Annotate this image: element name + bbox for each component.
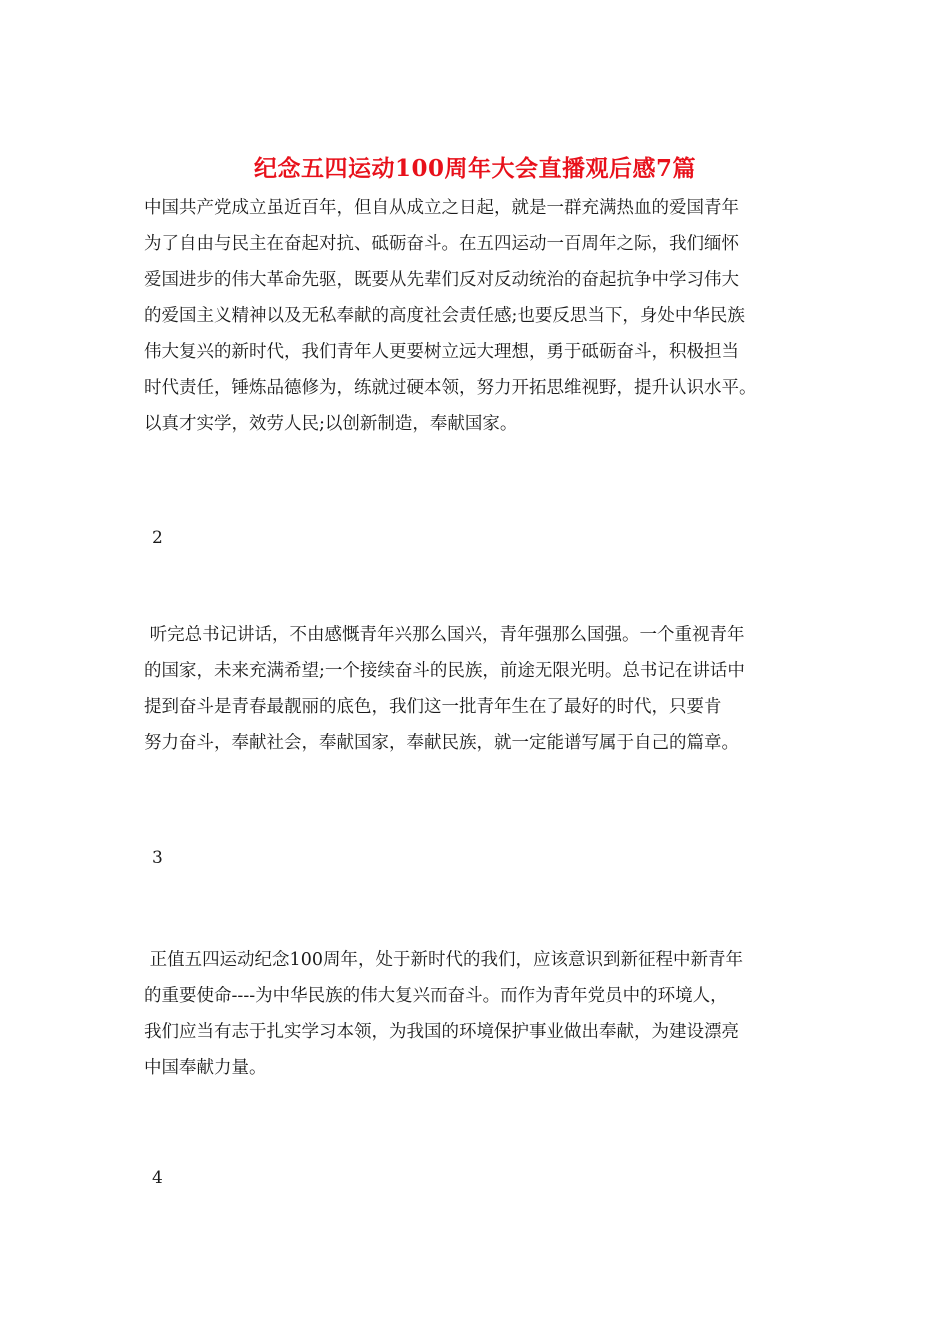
paragraph-line: 伟大复兴的新时代，我们青年人更要树立远大理想，勇于砥砺奋斗，积极担当 [144, 342, 739, 362]
paragraph-line: 的重要使命----为中华民族的伟大复兴而奋斗。而作为青年党员中的环境人， [144, 986, 728, 1006]
paragraph-line: 努力奋斗，奉献社会，奉献国家，奉献民族，就一定能谱写属于自己的篇章。 [144, 733, 739, 753]
paragraph-line: 的爱国主义精神以及无私奉献的高度社会责任感;也要反思当下，身处中华民族 [144, 306, 745, 326]
paragraph-line: 中国共产党成立虽近百年，但自从成立之日起，就是一群充满热血的爱国青年 [144, 198, 739, 218]
paragraph-line: 为了自由与民主在奋起对抗、砥砺奋斗。在五四运动一百周年之际，我们缅怀 [144, 234, 739, 254]
paragraph-line: 爱国进步的伟大革命先驱，既要从先辈们反对反动统治的奋起抗争中学习伟大 [144, 270, 739, 290]
paragraph-line: 我们应当有志于扎实学习本领，为我国的环境保护事业做出奉献，为建设漂亮 [144, 1022, 739, 1042]
section-number-3: 3 [152, 848, 163, 868]
paragraph-2 [144, 617, 814, 761]
paragraph-line: 提到奋斗是青春最靓丽的底色，我们这一批青年生在了最好的时代，只要肯 [144, 697, 722, 717]
paragraph-line: 时代责任，锤炼品德修为，练就过硬本领，努力开拓思维视野，提升认识水平。 [144, 378, 757, 398]
document-title: 纪念五四运动100周年大会直播观后感7篇 [253, 155, 696, 182]
paragraph-line: 听完总书记讲话，不由感慨青年兴那么国兴，青年强那么国强。一个重视青年 [144, 625, 745, 645]
paragraph-line: 的国家，未来充满希望;一个接续奋斗的民族，前途无限光明。总书记在讲话中 [144, 661, 745, 681]
section-number-4: 4 [152, 1168, 163, 1188]
paragraph-3 [144, 942, 814, 1086]
paragraph-line: 以真才实学，效劳人民;以创新制造，奉献国家。 [144, 414, 518, 434]
paragraph-line: 正值五四运动纪念100周年，处于新时代的我们，应该意识到新征程中新青年 [144, 950, 743, 970]
paragraph-line: 中国奉献力量。 [144, 1058, 267, 1078]
paragraph-1 [144, 190, 814, 442]
section-number-2: 2 [152, 528, 163, 548]
